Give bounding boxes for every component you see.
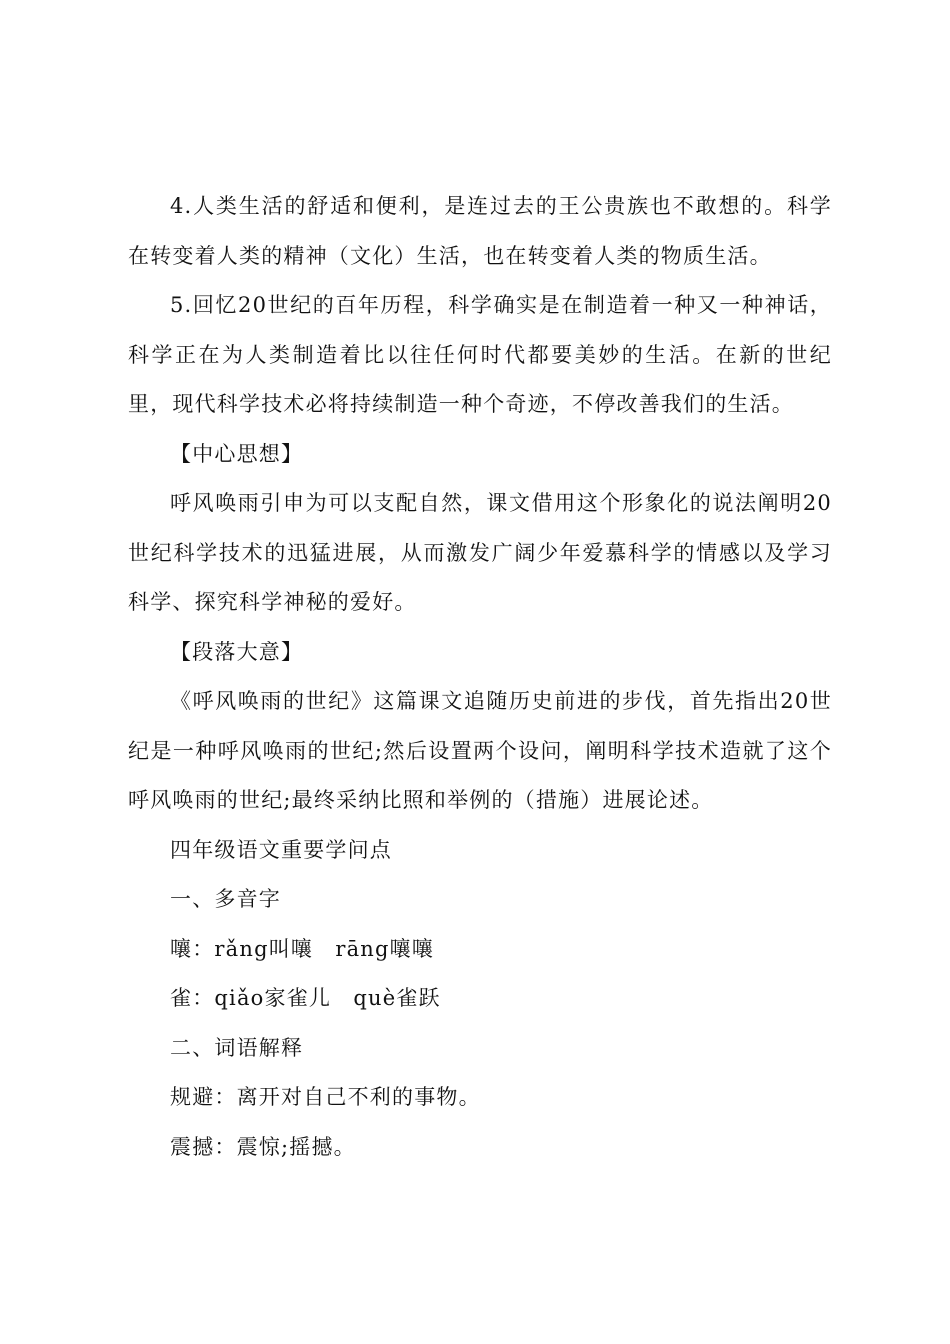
paragraph-summary: 《呼风唤雨的世纪》这篇课文追随历史前进的步伐，首先指出20世纪是一种呼风唤雨的世纪;然后设置两个设问，阐明科学技术造就了这个呼风唤雨的世纪;最终采纳比照和举例的（措施）进展论述。 [128,689,832,812]
paragraph-point-4: 4.人类生活的舒适和便利，是连过去的王公贵族也不敢想的。科学在转变着人类的精神（文化）生活，也在转变着人类的物质生活。 [128,194,832,268]
heading-paragraph-summary: 【段落大意】 [170,639,304,664]
polyphonic-entry-rang: 嚷：rǎng叫嚷 rāng嚷嚷 [170,936,435,961]
word-entry-zhenhan: 震撼：震惊;摇撼。 [170,1134,356,1159]
word-entry-guibi: 规避：离开对自己不利的事物。 [170,1085,481,1109]
section-word-explanation: 二、词语解释 [170,1035,304,1060]
heading-central-idea: 【中心思想】 [170,441,304,466]
paragraph-central-idea: 呼风唤雨引申为可以支配自然，课文借用这个形象化的说法阐明20世纪科学技术的迅猛进展，从而激发广阔少年爱慕科学的情感以及学习科学、探究科学神秘的爱好。 [128,491,832,614]
document-page [128,182,832,1172]
section-title-key-points: 四年级语文重要学问点 [170,837,392,862]
polyphonic-entry-que: 雀：qiǎo家雀儿 què雀跃 [170,986,441,1010]
paragraph-point-5: 5.回忆20世纪的百年历程，科学确实是在制造着一种又一种神话，科学正在为人类制造着比以往任何时代都要美妙的生活。在新的世纪里，现代科学技术必将持续制造一种个奇迹，不停改善我们的生活。 [128,293,832,416]
section-polyphonic-characters: 一、多音字 [170,887,281,911]
